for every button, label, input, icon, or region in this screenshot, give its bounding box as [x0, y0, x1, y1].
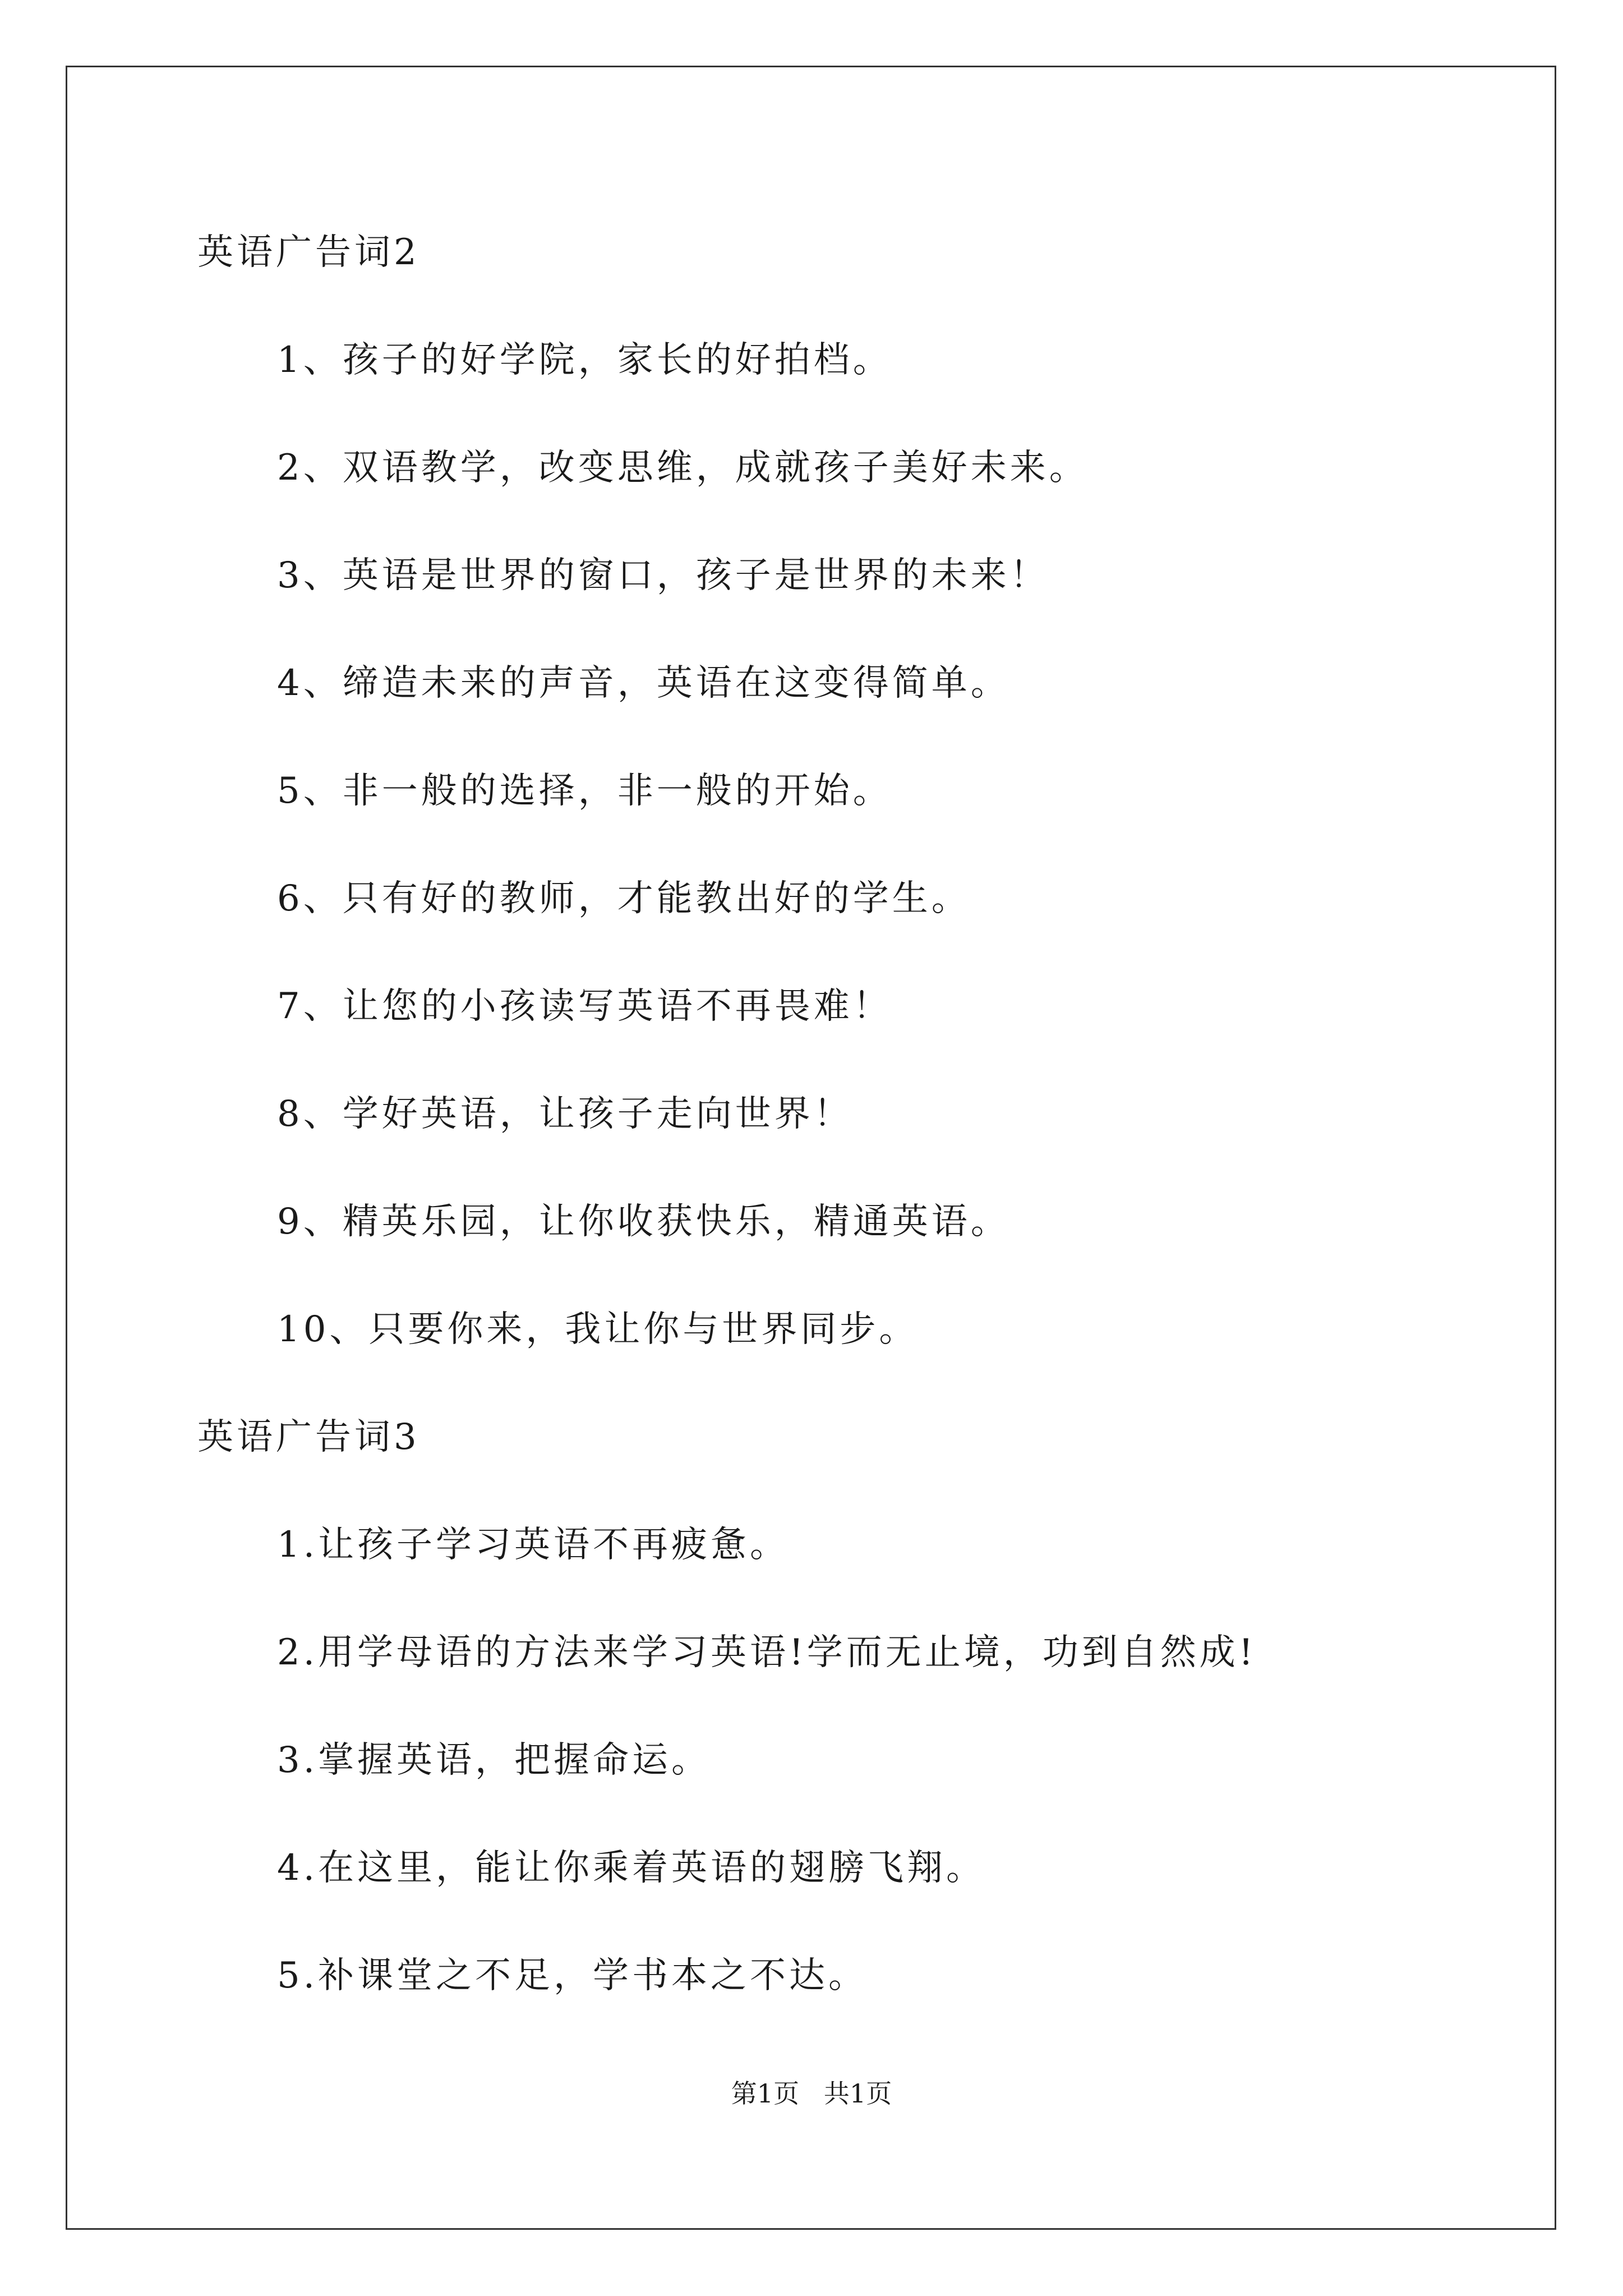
list-item: 3.掌握英语，把握命运。: [277, 1740, 711, 1781]
list-item: 3、英语是世界的窗口，孩子是世界的未来！: [277, 555, 1049, 596]
list-item: 9、精英乐园，让你收获快乐，精通英语。: [277, 1201, 1010, 1243]
list-item: 2、双语教学，改变思维，成就孩子美好未来。: [277, 447, 1089, 489]
list-item: 2.用学母语的方法来学习英语!学而无止境，功到自然成!: [277, 1632, 1257, 1673]
list-item: 10、只要你来，我让你与世界同步。: [277, 1309, 919, 1350]
list-item: 7、让您的小孩读写英语不再畏难！: [277, 986, 892, 1027]
section-heading: 英语广告词2: [197, 232, 420, 273]
list-item: 4.在这里，能让你乘着英语的翅膀飞翔。: [277, 1847, 986, 1889]
page-footer: 第1页 共1页: [731, 2078, 892, 2109]
list-item: 1、孩子的好学院，家长的好拍档。: [277, 339, 892, 381]
list-item: 4、缔造未来的声音，英语在这变得简单。: [277, 662, 1010, 704]
list-item: 5、非一般的选择，非一般的开始。: [277, 770, 892, 812]
list-item: 6、只有好的教师，才能教出好的学生。: [277, 878, 971, 919]
list-item: 5.补课堂之不足，学书本之不达。: [277, 1955, 868, 1996]
list-item: 8、学好英语，让孩子走向世界！: [277, 1093, 853, 1135]
section-heading: 英语广告词3: [197, 1416, 420, 1458]
list-item: 1.让孩子学习英语不再疲惫。: [277, 1524, 790, 1566]
page-border: [66, 66, 1556, 2230]
